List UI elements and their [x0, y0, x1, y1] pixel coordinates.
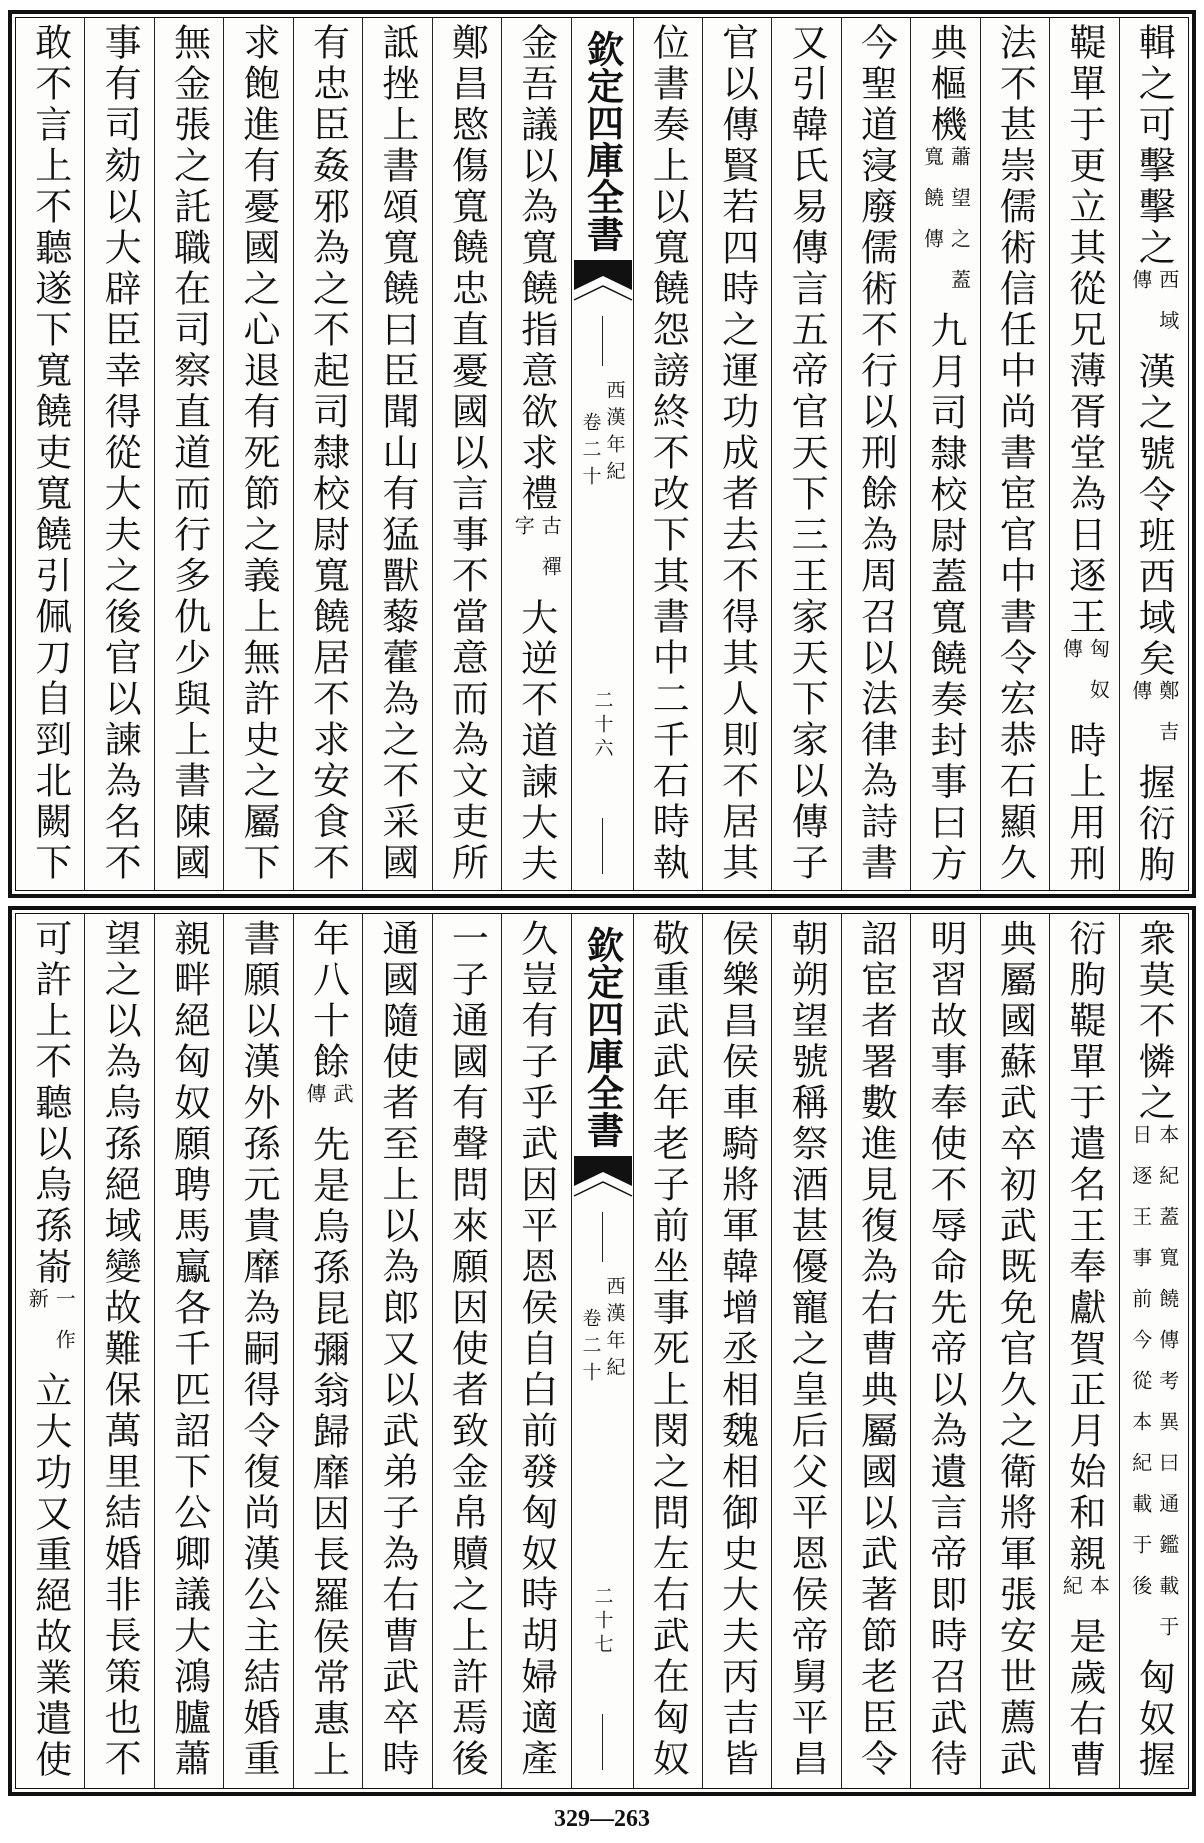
annotation-note: 本紀蓋寬饒傳考異曰通鑑載于日逐王事前今從本紀載于後 [1128, 1124, 1180, 1657]
text-column [1049, 914, 1118, 1788]
main-text: 大逆不道諫大夫 [514, 598, 558, 885]
main-text: 事有司劾以大辟臣幸得從大夫之後官以諫為名不 [98, 23, 142, 884]
main-text: 衆莫不憐之 [1132, 919, 1176, 1124]
text-column [633, 18, 702, 890]
fold-rule [602, 1714, 604, 1770]
main-text: 敢不言上不聽遂下寬饒吏寬饒引佩刀自剄北闕下 [28, 23, 72, 884]
text-column [1119, 18, 1188, 890]
main-text: 位書奏上以寬饒怨謗終不改下其書中二千石時執 [646, 23, 690, 884]
main-text: 有忠臣姦邪為之不起司隸校尉寬饒居不求安食不 [306, 23, 350, 884]
main-text: 書願以漢外孫元貴靡為嗣得令復尚漢公主結婚重 [237, 919, 281, 1780]
annotation-note: 本紀 [1059, 1575, 1111, 1616]
main-text: 通國隨使者至上以為郎又以武弟子為右曹武卒時 [375, 919, 419, 1780]
main-text: 敬重武武年老子前坐事死上閔之問左右武在匈奴 [646, 919, 690, 1780]
main-text: 典樞機 [923, 23, 967, 146]
upper-half-leaf [8, 10, 1196, 898]
text-column [702, 914, 771, 1788]
text-frame [15, 913, 1189, 1789]
text-column [1049, 18, 1118, 890]
annotation-note: 蕭望之蓋寬饒傳 [920, 146, 972, 310]
text-column [501, 914, 570, 1788]
text-column [362, 18, 431, 890]
annotation-note: 一作新 [25, 1288, 77, 1370]
text-column [84, 914, 153, 1788]
page-code: 329—263 [554, 1806, 650, 1832]
fishtail-mark [572, 260, 634, 304]
main-text: 詔宦者署數進見復為右曹典屬國以武著節老臣令 [854, 919, 898, 1780]
main-text: 九月司隸校尉蓋寬饒奏封事曰方 [923, 311, 967, 885]
main-text: 匈奴握 [1132, 1658, 1176, 1781]
fold-rule [602, 818, 604, 874]
text-column [154, 914, 223, 1788]
center-fold [571, 18, 633, 890]
annotation-note: 古禪字 [511, 515, 563, 597]
text-column [16, 914, 84, 1788]
main-text: 漢之號令班西域矣 [1132, 352, 1176, 680]
main-text: 輯之可擊擊之 [1132, 23, 1176, 269]
volume-number: 卷二十 [579, 412, 602, 493]
fishtail-mark [572, 1156, 634, 1200]
text-column [702, 18, 771, 890]
volume-title: 西漢年紀 [603, 380, 626, 488]
main-text: 求飽進有憂國之心退有死節之義上無許史之屬下 [237, 23, 281, 884]
text-frame [15, 17, 1189, 891]
main-text: 可許上不聽以烏孫嵛 [28, 919, 72, 1288]
main-text: 法不甚崇儒術信任中尚書宦官中書令宏恭石顯久 [993, 23, 1037, 884]
volume-number: 卷二十 [579, 1308, 602, 1389]
main-text: 立大功又重絕故業遣使 [28, 1371, 72, 1781]
main-text: 先是烏孫昆彌翁歸靡因長羅侯常惠上 [306, 1125, 350, 1781]
annotation-note: 鄭吉傳 [1128, 680, 1180, 762]
text-column [1119, 914, 1188, 1788]
main-text: 鞮單于更立其從兄薄胥堂為日逐王 [1062, 23, 1106, 638]
text-column [293, 914, 362, 1788]
main-text: 侯樂昌侯車騎將軍韓增丞相魏相御史大夫丙吉皆 [715, 919, 759, 1780]
book-title: 欽定四庫全書 [580, 30, 625, 252]
text-column [910, 914, 979, 1788]
leaf-number: 二十七 [591, 1586, 614, 1658]
fold-rule [602, 316, 604, 366]
main-text: 久豈有子乎武因平恩侯自白前發匈奴時胡婦適產 [514, 919, 558, 1780]
main-text: 官以傳賢若四時之運功成者去不得其人則不居其 [715, 23, 759, 884]
text-column [771, 914, 840, 1788]
text-column [501, 18, 570, 890]
text-column [293, 18, 362, 890]
lower-half-leaf [8, 906, 1196, 1796]
text-column [362, 914, 431, 1788]
main-text: 明習故事奉使不辱命先帝以為遺言帝即時召武待 [923, 919, 967, 1780]
main-text: 親畔絕匈奴願聘馬驘各千匹詔下公卿議大鴻臚蕭 [167, 919, 211, 1780]
main-text: 詆挫上書頌寬饒曰臣聞山有猛獸藜藿為之不采國 [375, 23, 419, 884]
main-text: 又引韓氏易傳言五帝官天下三王家天下家以傳子 [785, 23, 829, 884]
main-text: 握衍朐 [1132, 763, 1176, 886]
main-text: 年八十餘 [306, 919, 350, 1083]
text-column [980, 18, 1049, 890]
annotation-note: 西域傳 [1128, 269, 1180, 351]
annotation-note: 匈奴傳 [1059, 638, 1111, 720]
text-column [841, 18, 910, 890]
text-column [980, 914, 1049, 1788]
text-column [223, 18, 292, 890]
main-text: 金吾議以為寬饒指意欲求禮 [514, 23, 558, 515]
text-column [432, 914, 501, 1788]
main-text: 衍朐鞮單于遣名王奉獻賀正月始和親 [1062, 919, 1106, 1575]
main-text: 今聖道寖廢儒術不行以刑餘為周召以法律為詩書 [854, 23, 898, 884]
book-title: 欽定四庫全書 [580, 926, 625, 1148]
main-text: 是歲右曹 [1062, 1617, 1106, 1781]
center-fold [571, 914, 633, 1788]
main-text: 鄭昌愍傷寬饒忠直憂國以言事不當意而為文吏所 [445, 23, 489, 884]
text-column [432, 18, 501, 890]
main-text: 一子通國有聲問來願因使者致金帛贖之上許焉後 [445, 919, 489, 1780]
main-text: 時上用刑 [1062, 721, 1106, 885]
text-column [771, 18, 840, 890]
text-column [223, 914, 292, 1788]
leaf-number: 二十六 [591, 690, 614, 762]
main-text: 朝朔望號稱祭酒甚優寵之皇后父平恩侯帝舅平昌 [785, 919, 829, 1780]
main-text: 望之以為烏孫絕域變故難保萬里結婚非長策也不 [98, 919, 142, 1780]
volume-title: 西漢年紀 [603, 1276, 626, 1384]
annotation-note: 武傳 [302, 1083, 354, 1124]
text-column [841, 914, 910, 1788]
text-column [84, 18, 153, 890]
text-column [633, 914, 702, 1788]
text-column [910, 18, 979, 890]
fold-rule [602, 1212, 604, 1262]
main-text: 無金張之託職在司察直道而行多仇少與上書陳國 [167, 23, 211, 884]
text-column [154, 18, 223, 890]
text-column [16, 18, 84, 890]
main-text: 典屬國蘇武卒初武既免官久之衛將軍張安世薦武 [993, 919, 1037, 1780]
